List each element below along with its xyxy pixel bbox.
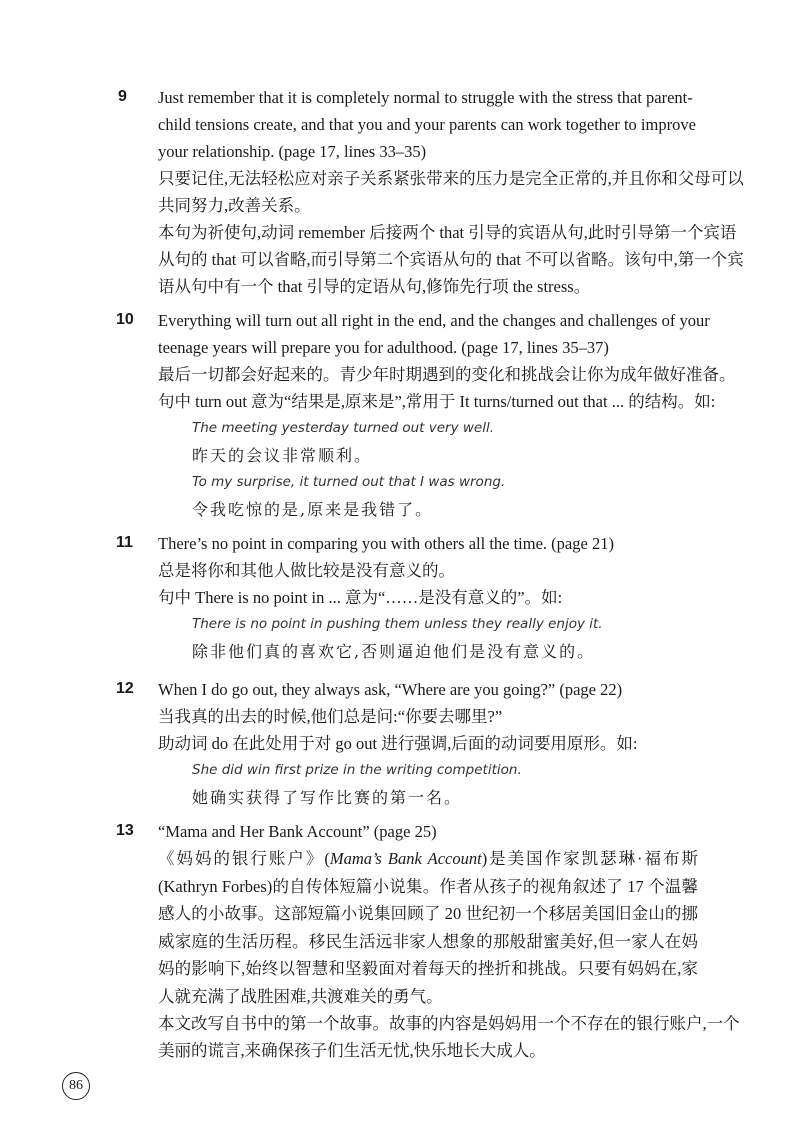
chinese-summary-line: 本文改写自书中的第一个故事。故事的内容是妈妈用一个不存在的银行账户,一个 [158, 1014, 740, 1033]
entry-number: 13 [116, 822, 134, 839]
book-intro-paragraph [158, 845, 698, 1010]
example-english: She did win first prize in the writing competition. [192, 762, 522, 778]
english-sentence-line: Everything will turn out all right in the end, and the changes and challenges of your [158, 311, 710, 330]
grammar-note-line: 句中 turn out 意为“结果是,原来是”,常用于 It turns/turned out that ... 的结构。如: [158, 392, 716, 411]
english-sentence-line: your relationship. (page 17, lines 33–35) [158, 142, 427, 161]
chinese-translation-line: 只要记住,无法轻松应对亲子关系紧张带来的压力是完全正常的,并且你和父母可以 [158, 169, 744, 188]
example-chinese: 令我吃惊的是,原来是我错了。 [192, 500, 434, 519]
example-chinese: 昨天的会议非常顺利。 [192, 446, 373, 465]
example-chinese: 除非他们真的喜欢它,否则逼迫他们是没有意义的。 [192, 642, 596, 661]
grammar-note-line: 助动词 do 在此处用于对 go out 进行强调,后面的动词要用原形。如: [158, 734, 638, 753]
entry-body [158, 676, 698, 811]
english-sentence-line: There’s no point in comparing you with others all the time. (page 21) [158, 534, 614, 553]
entry-body [158, 818, 740, 1064]
grammar-note-line: 从句的 that 可以省略,而引导第二个宾语从句的 that 不可以省略。该句中,第一个宾 [158, 250, 744, 269]
entry-body [158, 307, 736, 523]
book-title-english: Mama’s Bank Account [329, 849, 482, 868]
english-sentence-line: child tensions create, and that you and your parents can work together to improve [158, 115, 696, 134]
example-english: The meeting yesterday turned out very well. [192, 420, 495, 436]
example-english: To my surprise, it turned out that I was wrong. [192, 474, 506, 490]
english-sentence-line: When I do go out, they always ask, “Where are you going?” (page 22) [158, 680, 623, 699]
chinese-translation-line: 当我真的出去的时候,他们总是问:“你要去哪里?” [158, 707, 503, 726]
chinese-translation-line: 最后一切都会好起来的。青少年时期遇到的变化和挑战会让你为成年做好准备。 [158, 365, 736, 384]
example-english: There is no point in pushing them unless they really enjoy it. [192, 616, 603, 632]
grammar-note-line: 语从句中有一个 that 引导的定语从句,修饰先行项 the stress。 [158, 277, 591, 296]
chinese-summary-line: 美丽的谎言,来确保孩子们生活无忧,快乐地长大成人。 [158, 1041, 546, 1060]
english-sentence-line: teenage years will prepare you for adulthood. (page 17, lines 35–37) [158, 338, 609, 357]
example-chinese: 她确实获得了写作比赛的第一名。 [192, 788, 463, 807]
grammar-note-line: 句中 There is no point in ... 意为“……是没有意义的”。如: [158, 588, 563, 607]
chinese-translation-line: 共同努力,改善关系。 [158, 196, 311, 215]
entry-number: 12 [116, 680, 134, 697]
entry-body [158, 530, 698, 665]
chinese-translation-line: 总是将你和其他人做比较是没有意义的。 [158, 561, 455, 580]
book-intro-text: )是美国作家凯瑟琳·福布斯(Kathryn Forbes)的自传体短篇小说集。作者从孩子的视角叙述了 17 个温馨感人的小故事。这部短篇小说集回顾了 20 世纪初一个移居美国旧金山的挪威家庭的生活历程。移民生活远非家人想象的那般甜蜜美好,但一家人在妈妈的影响下,始终以智慧和坚毅面对着每天的挫折和挑战。只要有妈妈在,家人就充满了战胜困难,共渡难关的勇气。 [158, 849, 698, 1006]
entry-number: 10 [116, 311, 134, 328]
english-sentence-line: “Mama and Her Bank Account” (page 25) [158, 822, 437, 841]
page-number: 86 [62, 1072, 90, 1100]
entry-number: 11 [116, 534, 133, 551]
entry-number: 9 [118, 88, 127, 105]
book-intro-prefix: 《妈妈的银行账户》( [158, 849, 330, 868]
english-sentence-line: Just remember that it is completely normal to struggle with the stress that parent- [158, 88, 693, 107]
grammar-note-line: 本句为祈使句,动词 remember 后接两个 that 引导的宾语从句,此时引导第一个宾语 [158, 223, 737, 242]
entry-body [158, 84, 744, 300]
